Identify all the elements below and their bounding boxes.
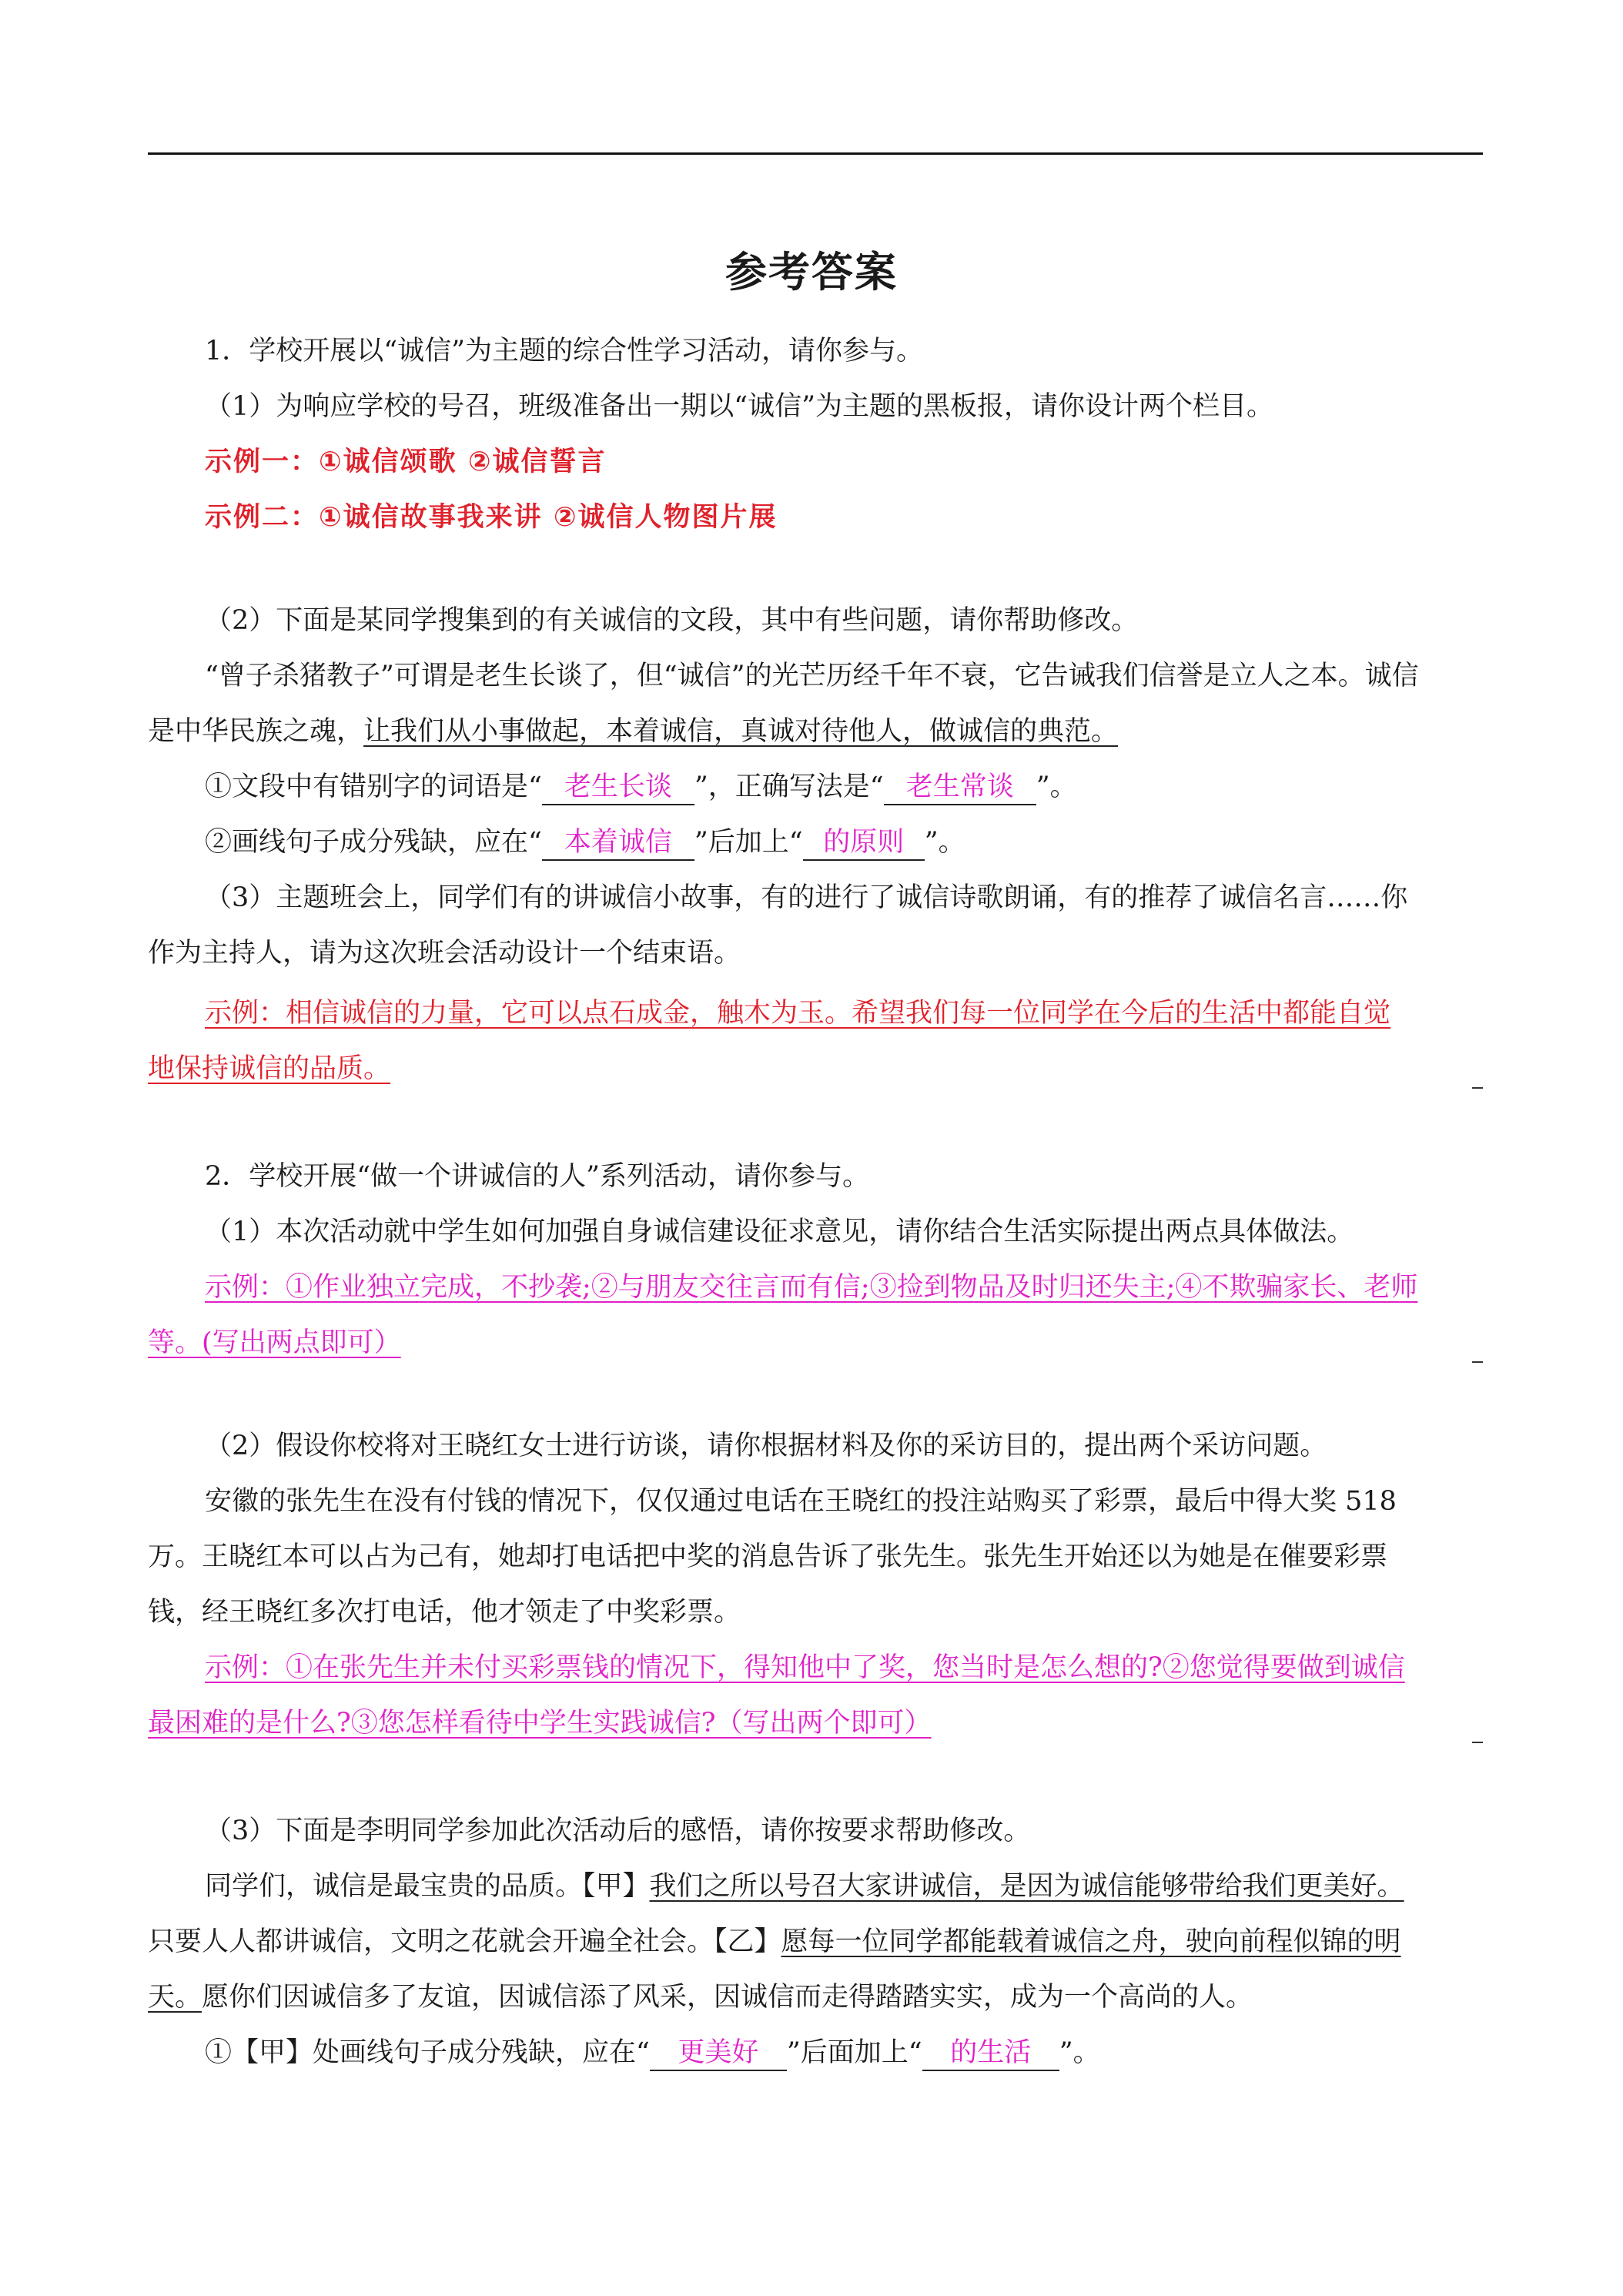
underline-end-mark bbox=[1472, 1087, 1483, 1089]
q2-p1-question: （1）本次活动就中学生如何加强自身诚信建设征求意见，请你结合生活实际提出两点具体做法。 bbox=[205, 1217, 1354, 1247]
q1-p2-question: （2）下面是某同学搜集到的有关诚信的文段，其中有些问题，请你帮助修改。 bbox=[205, 605, 1139, 636]
underline-end-mark bbox=[1472, 1361, 1483, 1363]
underlined-sentence: 让我们从小事做起，本着诚信，真诚对待他人，做诚信的典范。 bbox=[363, 716, 1119, 747]
q1-p2-sub2 bbox=[205, 822, 1483, 862]
q2-p2-question: （2）假设你校将对王晓红女士进行访谈，请你根据材料及你的采访目的，提出两个采访问题。 bbox=[205, 1431, 1327, 1461]
q2-p2-passage-line3: 钱，经王晓红多次打电话，他才领走了中奖彩票。 bbox=[148, 1597, 741, 1628]
answer-blank: 更美好 bbox=[650, 2036, 787, 2071]
q2-p2-passage-line1: 安徽的张先生在没有付钱的情况下，仅仅通过电话在王晓红的投注站购买了彩票，最后中得大奖 518 bbox=[205, 1486, 1397, 1517]
underlined-sentence-yi: 愿每一位同学都能载着诚信之舟，驶向前程似锦的明 bbox=[781, 1926, 1401, 1957]
answer-blank: 老生常谈 bbox=[884, 770, 1036, 805]
q2-p1-answer-line1: 示例：①作业独立完成，不抄袭;②与朋友交往言而有信;③捡到物品及时归还失主;④不欺骗家长、老师 bbox=[205, 1272, 1418, 1303]
sub-question-text: ①【甲】处画线句子成分残缺，应在“ bbox=[205, 2037, 650, 2068]
q2-p3-question: （3）下面是李明同学参加此次活动后的感悟，请你按要求帮助修改。 bbox=[205, 1816, 1031, 1846]
q1-p2-passage-line1 bbox=[148, 656, 1483, 696]
sub-question-text: ”，正确写法是“ bbox=[694, 771, 884, 802]
page-title: 参考答案 bbox=[725, 247, 898, 296]
q2-p3-passage-line2 bbox=[148, 1922, 1483, 1962]
q1-p1-example1: 示例一：①诚信颂歌 ②诚信誓言 bbox=[205, 447, 607, 477]
q1-p2-sub1 bbox=[205, 767, 1483, 807]
q2-p3-passage-line3 bbox=[148, 1977, 1483, 2017]
q1-p2-passage-line2 bbox=[148, 711, 1483, 751]
answer-blank: 本着诚信 bbox=[542, 825, 694, 861]
header-rule bbox=[148, 152, 1483, 155]
q1-stem: 1．学校开展以“诚信”为主题的综合性学习活动，请你参与。 bbox=[205, 336, 924, 366]
sub-question-text: ”后加上“ bbox=[694, 827, 803, 858]
sub-question-text: ”。 bbox=[924, 827, 965, 858]
passage-text: 愿你们因诚信多了友谊，因诚信添了风采，因诚信而走得踏踏实实，成为一个高尚的人。 bbox=[202, 1982, 1253, 2013]
q1-p1-question: （1）为响应学校的号召，班级准备出一期以“诚信”为主题的黑板报，请你设计两个栏目。 bbox=[205, 391, 1274, 422]
q2-p2-answer-line2: 最困难的是什么?③您怎样看待中学生实践诚信?（写出两个即可） bbox=[148, 1708, 932, 1739]
sub-question-text: ②画线句子成分残缺，应在“ bbox=[205, 827, 542, 858]
passage-text: 是中华民族之魂， bbox=[148, 716, 364, 747]
sub-question-text: ”。 bbox=[1059, 2037, 1100, 2068]
answer-blank: 的原则 bbox=[803, 825, 925, 861]
q1-p3-answer-line2: 地保持诚信的品质。 bbox=[148, 1053, 391, 1084]
q2-p1-answer-line2: 等。(写出两点即可） bbox=[148, 1327, 401, 1358]
passage-text: “曾子杀猪教子”可谓是老生长谈了，但“诚信”的光芒历经千年不衰，它告诫我们信誉是立人之本。诚信 bbox=[205, 661, 1419, 691]
passage-text: 只要人人都讲诚信，文明之花就会开遍全社会。【乙】 bbox=[148, 1926, 781, 1957]
q1-p1-example2: 示例二：①诚信故事我来讲 ②诚信人物图片展 bbox=[205, 502, 778, 533]
q2-p2-answer-line1: 示例：①在张先生并未付买彩票钱的情况下，得知他中了奖，您当时是怎么想的?②您觉得要做到诚信 bbox=[205, 1652, 1405, 1683]
underlined-sentence-jia: 我们之所以号召大家讲诚信，是因为诚信能够带给我们更美好。 bbox=[649, 1871, 1404, 1902]
q2-p2-passage-line2: 万。王晓红本可以占为己有，她却打电话把中奖的消息告诉了张先生。张先生开始还以为她是在催要彩票 bbox=[148, 1541, 1388, 1572]
sub-question-text: ”后面加上“ bbox=[786, 2037, 922, 2068]
answer-blank: 的生活 bbox=[922, 2036, 1059, 2071]
q2-p3-sub1 bbox=[205, 2033, 1483, 2073]
q1-p3-question-line2: 作为主持人，请为这次班会活动设计一个结束语。 bbox=[148, 938, 741, 969]
underline-end-mark bbox=[1472, 1742, 1483, 1743]
q1-p3-question-line1: （3）主题班会上，同学们有的讲诚信小故事，有的进行了诚信诗歌朗诵，有的推荐了诚信名言……你 bbox=[205, 882, 1408, 913]
q1-p3-answer-line1: 示例：相信诚信的力量，它可以点石成金，触木为玉。希望我们每一位同学在今后的生活中都能自觉 bbox=[205, 998, 1391, 1029]
q2-stem: 2．学校开展“做一个讲诚信的人”系列活动，请你参与。 bbox=[205, 1161, 870, 1192]
answer-blank: 老生长谈 bbox=[542, 770, 694, 805]
passage-text: 同学们，诚信是最宝贵的品质。【甲】 bbox=[205, 1871, 650, 1902]
q2-p3-passage-line1 bbox=[148, 1866, 1483, 1906]
underlined-sentence-yi: 天。 bbox=[148, 1982, 202, 2013]
sub-question-text: ”。 bbox=[1036, 771, 1077, 802]
sub-question-text: ①文段中有错别字的词语是“ bbox=[205, 771, 542, 802]
